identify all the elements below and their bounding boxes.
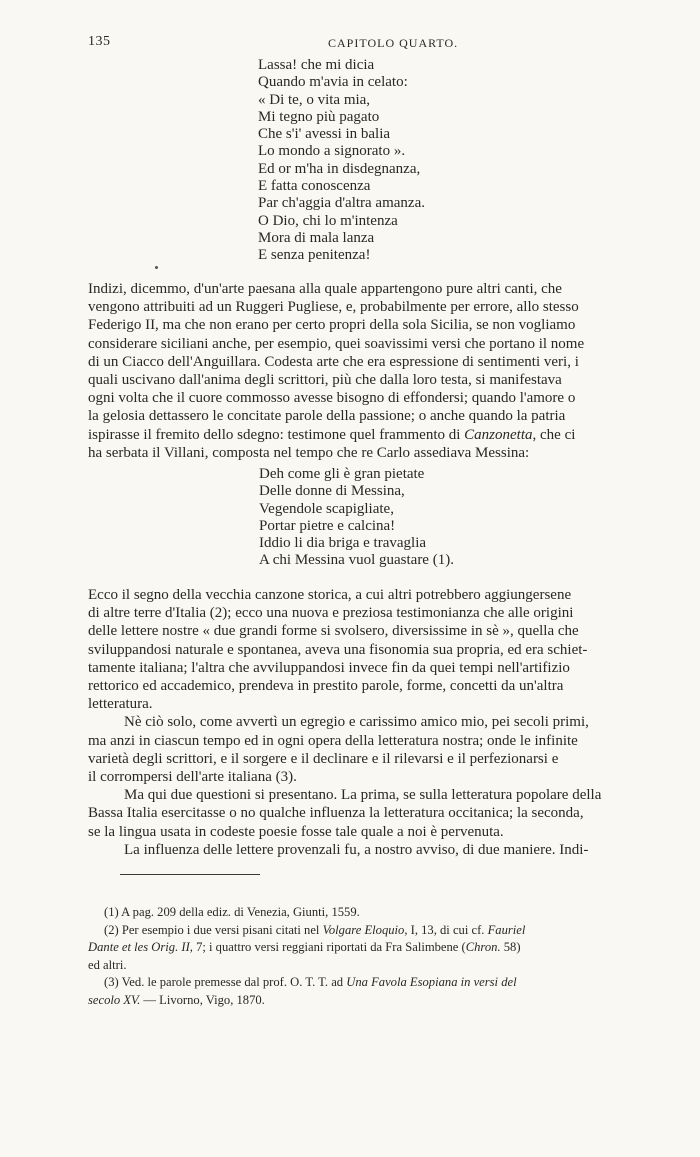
footnote-2 [104,922,525,940]
cited-title: Volgare Eloquio, [322,922,408,937]
verse-line: Iddio li dia briga e travaglia [259,535,427,552]
text-line: Ma qui due questioni si presentano. La prima, se sulla letteratura popolare della [124,787,602,804]
text-line: se la lingua usata in codeste poesie fosse tale quale a noi è pervenuta. [88,823,504,840]
verse-line: E fatta conoscenza [258,178,371,195]
verse-line: Che s'i' avessi in balia [258,126,391,143]
verse-line: Quando m'avia in celato: [258,74,408,91]
verse-line: O Dio, chi lo m'intenza [258,212,398,229]
text-fragment: I, 13, di cui cf. [407,922,485,937]
cited-title: secolo XV. [88,992,141,1007]
text-line: tamente italiana; l'altra che avviluppandosi invece fin da quei tempi nell'artifizio [88,659,570,676]
ink-speck [155,266,158,269]
verse-line: E senza penitenza! [258,247,371,264]
verse-block-messina [259,466,454,570]
verse-block-lassa [258,57,425,265]
page-number: 135 [88,34,111,49]
text-line: ha serbata il Villani, composta nel tempo che re Carlo assediava Messina: [88,444,530,461]
verse-line: Lo mondo a signorato ». [258,143,406,160]
text-line: Indizi, dicemmo, d'un'arte paesana alla quale appartengono pure altri canti, che [88,281,562,297]
text-line: sviluppandosi naturale e spontanea, aveva una fisonomia sua propria, ed era schiet- [88,641,588,658]
text-line: Bassa Italia esercitasse o no qualche influenza la letteratura occitanica; la seconda, [88,805,584,822]
text-fragment: , che ci [532,426,576,443]
paragraph-indizi [88,280,584,462]
text-line: Nè ciò solo, come avvertì un egregio e carissimo amico mio, pei secoli primi, [124,714,589,731]
text-line: rettorico ed accademico, prendeva in prestito parole, forme, concetti da un'altra [88,678,564,695]
text-line: delle lettere nostre « due grandi forme si svolsero, diversissime in sè », quella che [88,623,579,640]
canzonetta-title: Canzonetta [464,426,533,443]
verse-line: Mora di mala lanza [258,229,375,246]
text-line: la gelosia dettassero le concitate parole della passione; o anche quando la patria [88,408,566,425]
verse-line: « Di te, o vita mia, [258,91,371,108]
footnote-1: (1) A pag. 209 della ediz. di Venezia, Giunti, 1559. [104,905,360,919]
text-line: ogni volta che il cuore commosso avesse bisogno di effondersi; quando l'amore o [88,390,576,407]
text-line: Ecco il segno della vecchia canzone storica, a cui altri potrebbero aggiungersene [88,587,572,603]
text-line: considerare siciliani anche, per esempio, quei soavissimi versi che portano il nome [88,335,585,352]
text-fragment: 58) [500,940,521,955]
text-fragment: 7; i quattro versi reggiani riportati da Fra Salimbene ( [192,940,466,955]
text-line: letteratura. [88,696,153,713]
verse-line: Mi tegno più pagato [258,108,380,125]
footnote-3 [104,974,525,992]
text-line: La influenza delle lettere provenzali fu, a nostro avviso, di due maniere. Indi- [124,841,589,858]
verse-line: Lassa! che mi dicia [258,57,375,73]
body-text-continued [88,586,601,859]
text-fragment: (2) Per esempio i due versi pisani citati nel [104,922,320,937]
text-line: varietà degli scrittori, e il sorgere e il declinare e il rilevarsi e il perfezionarsi e [88,750,559,767]
cited-title: Una Favola Esopiana in versi del [346,975,517,990]
text-line: di un Ciacco dell'Anguillara. Codesta arte che era espressione di sentimenti veri, i [88,353,579,370]
verse-line: Portar pietre e calcina! [259,517,396,534]
verse-line: Vegendole scapigliate, [259,500,394,517]
footnote-2-cont [88,939,525,957]
cited-title: Dante et les Orig. II, [88,940,193,955]
text-line: ma anzi in ciascun tempo ed in ogni opera della letteratura nostra; onde le infinite [88,732,578,749]
text-line: quali uscivano dall'anima degli scrittori, più che dalla loro testa, si manifestava [88,372,562,389]
text-line [88,426,584,444]
text-fragment: ispirasse il fremito dello sdegno: testimone quel frammento di [88,426,461,443]
verse-line: Delle donne di Messina, [259,483,405,500]
footnote-2-end: ed altri. [88,957,127,972]
verse-line: A chi Messina vuol guastare (1). [259,552,454,569]
footnotes [88,904,526,1010]
text-line: Federigo II, ma che non erano per certo propri della sola Sicilia, se non vogliamo [88,317,576,334]
text-fragment: (3) Ved. le parole premesse dal prof. O. T. T. ad [104,975,344,990]
running-title: CAPITOLO QUARTO. [328,36,459,50]
verse-line: Deh come gli è gran pietate [259,466,425,482]
text-fragment: — Livorno, Vigo, 1870. [140,992,265,1007]
cited-author: Fauriel [487,922,526,937]
text-line: il corrompersi dell'arte italiana (3). [88,769,297,786]
cited-title: Chron. [465,940,501,955]
footnote-3-cont [88,992,525,1010]
footnote-rule [120,874,260,875]
text-line: vengono attribuiti ad un Ruggeri Pugliese, e, probabilmente per errore, allo stesso [88,299,579,316]
verse-line: Par ch'aggia d'altra amanza. [258,195,425,212]
text-line: di altre terre d'Italia (2); ecco una nuova e preziosa testimonianza che alle origini [88,605,574,622]
verse-line: Ed or m'ha in disdegnanza, [258,160,421,177]
